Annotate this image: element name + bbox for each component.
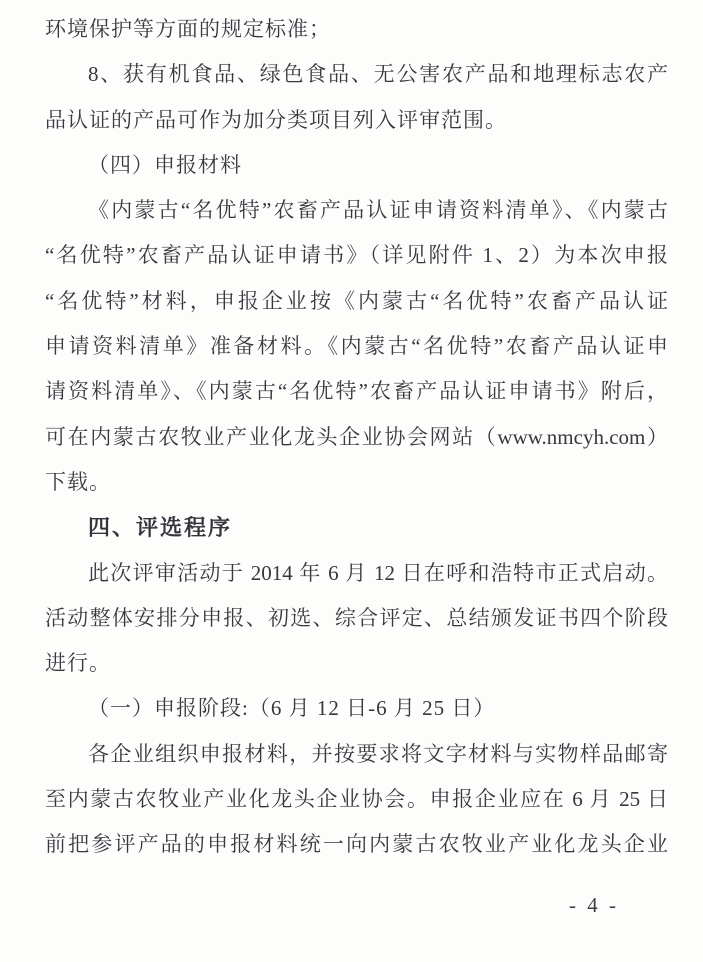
text-line: 环境保护等方面的规定标准；	[45, 17, 331, 41]
text-line: 至内蒙古农牧业产业化龙头企业协会。申报企业应在 6 月 25 日	[45, 787, 668, 812]
text-line: “名优特”材料，申报企业按《内蒙古“名优特”农畜产品认证	[45, 288, 668, 313]
text-column	[45, 7, 668, 868]
subsection-heading: （四）申报材料	[88, 152, 242, 177]
text-line: 请资料清单》、《内蒙古“名优特”农畜产品认证申请书》附后，	[45, 379, 668, 404]
text-line: 此次评审活动于 2014 年 6 月 12 日在呼和浩特市正式启动。	[88, 560, 668, 585]
text-line: 活动整体安排分申报、初选、综合评定、总结颁发证书四个阶段	[45, 605, 668, 630]
text-line: 品认证的产品可作为加分类项目列入评审范围。	[45, 107, 507, 132]
text-line: 8、获有机食品、绿色食品、无公害农产品和地理标志农产	[88, 62, 668, 87]
subsection-heading: （一）申报阶段:（6 月 12 日-6 月 25 日）	[88, 696, 496, 721]
text-line: 进行。	[45, 651, 111, 676]
text-line: 前把参评产品的申报材料统一向内蒙古农牧业产业化龙头企业	[45, 832, 668, 857]
text-line: 各企业组织申报材料，并按要求将文字材料与实物样品邮寄	[88, 741, 668, 766]
text-line: “名优特”农畜产品认证申请书》（详见附件 1、2）为本次申报	[45, 243, 668, 268]
text-line: 下载。	[45, 469, 111, 494]
section-heading: 四、评选程序	[88, 515, 233, 541]
text-line-with-url: 可在内蒙古农牧业产业化龙头企业协会网站（www.nmcyh.com）	[45, 424, 668, 449]
page-number: - 4 -	[569, 893, 619, 917]
text-line: 申请资料清单》准备材料。《内蒙古“名优特”农畜产品认证申	[45, 334, 668, 359]
text-line: 《内蒙古“名优特”农畜产品认证申请资料清单》、《内蒙古	[88, 198, 668, 223]
